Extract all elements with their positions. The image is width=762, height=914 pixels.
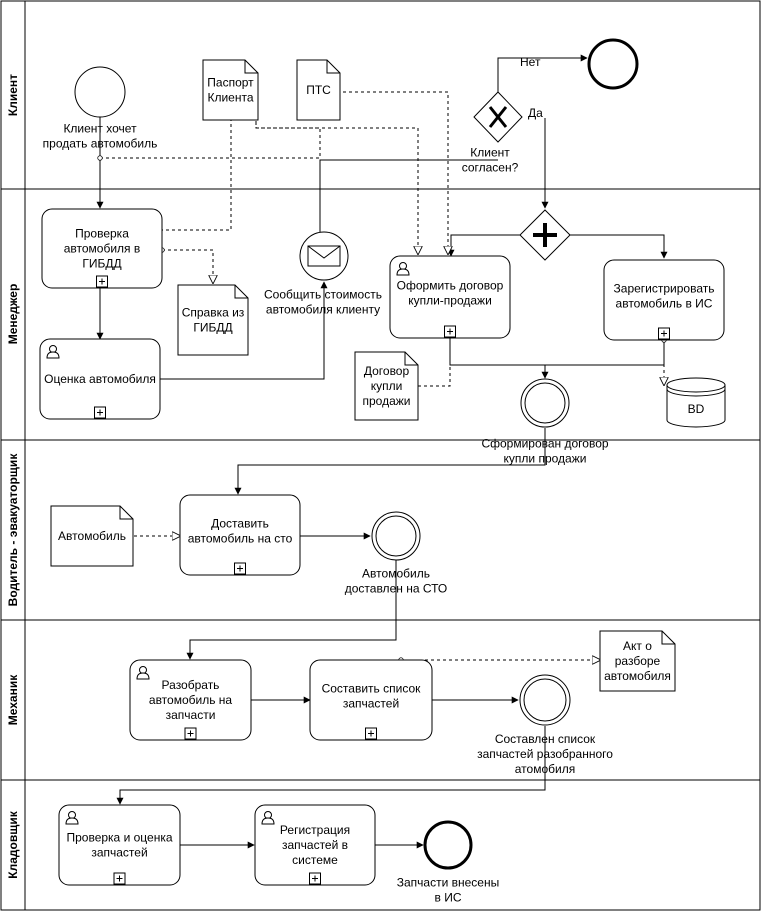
task-label: Оценка автомобиля bbox=[44, 372, 156, 386]
task-label: запчасти bbox=[165, 708, 216, 722]
task-label: Регистрация bbox=[279, 823, 351, 837]
lane-label-storekeeper: Кладовщик bbox=[6, 811, 20, 879]
gateway-yes-label: Да bbox=[528, 106, 543, 120]
task-label: Составить список bbox=[321, 681, 421, 696]
envelope-icon bbox=[308, 246, 340, 266]
task-label: автомобиль на bbox=[148, 693, 233, 707]
gateway-label: Клиент bbox=[470, 145, 510, 160]
gateway-label: согласен? bbox=[461, 160, 519, 175]
lane-label-mechanic: Механик bbox=[6, 674, 20, 726]
event-label: Сформирован договор bbox=[481, 436, 609, 451]
task-evaluate-car[interactable] bbox=[40, 339, 160, 419]
event-label: в ИС bbox=[434, 890, 462, 905]
task-disassemble[interactable] bbox=[130, 660, 251, 740]
event-label: доставлен на СТО bbox=[344, 581, 448, 596]
event-label: запчастей разобранного bbox=[477, 747, 613, 761]
lane-label-manager: Менеджер bbox=[6, 283, 20, 345]
datastore-label: BD bbox=[687, 402, 705, 416]
event-label: Автомобиль bbox=[362, 566, 430, 581]
subprocess-plus-icon[interactable] bbox=[659, 328, 670, 339]
event-label: атомобиля bbox=[514, 762, 576, 776]
task-label: запчастей в bbox=[281, 838, 349, 852]
data-object-disassembly-act bbox=[600, 631, 675, 691]
task-label: Зарегистрировать bbox=[613, 281, 715, 296]
event-label: Запчасти внесены bbox=[396, 875, 500, 890]
data-object-pts bbox=[297, 60, 340, 120]
task-label: автомобиль на сто bbox=[187, 531, 293, 546]
data-object-label: Договор bbox=[363, 364, 410, 378]
subprocess-plus-icon[interactable] bbox=[310, 873, 321, 884]
data-object-label: Клиента bbox=[207, 90, 254, 105]
subprocess-plus-icon[interactable] bbox=[185, 728, 196, 739]
data-object-label: купли bbox=[370, 379, 403, 393]
task-label: запчастей bbox=[342, 696, 400, 711]
task-label: ГИБДД bbox=[82, 256, 122, 271]
subprocess-plus-icon[interactable] bbox=[366, 728, 377, 739]
data-object-label: Паспорт bbox=[207, 75, 254, 90]
event-label: продать автомобиль bbox=[42, 136, 158, 151]
lane-label-client: Клиент bbox=[6, 73, 20, 117]
data-object-label: разборе bbox=[614, 654, 661, 668]
data-object-gibdd-cert bbox=[178, 285, 248, 355]
data-object-label: ПТС bbox=[306, 83, 331, 97]
task-label: купли-продажи bbox=[408, 293, 492, 308]
message-event-label: Сообщить стоимость bbox=[264, 287, 382, 302]
subprocess-plus-icon[interactable] bbox=[95, 407, 106, 418]
data-object-contract bbox=[355, 352, 418, 420]
data-object-label: ГИБДД bbox=[193, 320, 233, 335]
task-label: Доставить bbox=[211, 516, 269, 531]
task-check-gibdd[interactable] bbox=[42, 209, 162, 288]
task-label: Разобрать bbox=[161, 678, 220, 692]
subprocess-plus-icon[interactable] bbox=[97, 276, 108, 287]
subprocess-plus-icon[interactable] bbox=[235, 563, 246, 574]
data-object-label: Автомобиль bbox=[58, 529, 126, 543]
gateway-no-label: Нет bbox=[520, 55, 541, 69]
task-make-contract[interactable] bbox=[390, 256, 510, 338]
task-label: запчастей bbox=[91, 845, 148, 860]
task-label: системе bbox=[292, 853, 338, 867]
task-register-is[interactable] bbox=[604, 260, 724, 340]
message-event-label: автомобиля клиенту bbox=[265, 302, 381, 317]
event-label: Клиент хочет bbox=[63, 121, 137, 136]
task-label: Оформить договор bbox=[396, 278, 504, 293]
data-object-car bbox=[51, 506, 133, 566]
datastore-bd bbox=[667, 378, 725, 427]
data-object-label: Акт о bbox=[623, 639, 652, 653]
data-object-label: автомобиля bbox=[604, 669, 671, 683]
task-label: автомобиль в ИС bbox=[615, 296, 713, 311]
event-label: купли продажи bbox=[503, 451, 587, 466]
data-object-label: продажи bbox=[362, 394, 411, 408]
task-label: Проверка bbox=[75, 226, 129, 241]
task-label: Проверка и оценка bbox=[66, 830, 173, 845]
task-deliver-car[interactable] bbox=[180, 495, 300, 575]
lane-label-driver: Водитель - эвакуаторщик bbox=[6, 453, 20, 607]
event-client-end bbox=[589, 40, 637, 88]
subprocess-plus-icon[interactable] bbox=[114, 873, 125, 884]
task-label: автомобиля в bbox=[63, 241, 141, 256]
event-label: Составлен список bbox=[494, 732, 596, 746]
task-check-parts[interactable] bbox=[59, 805, 180, 885]
data-object-label: Справка из bbox=[181, 305, 245, 320]
task-register-parts[interactable] bbox=[255, 805, 375, 885]
task-make-parts-list[interactable] bbox=[310, 660, 432, 740]
data-object-passport bbox=[203, 60, 258, 120]
subprocess-plus-icon[interactable] bbox=[445, 326, 456, 337]
